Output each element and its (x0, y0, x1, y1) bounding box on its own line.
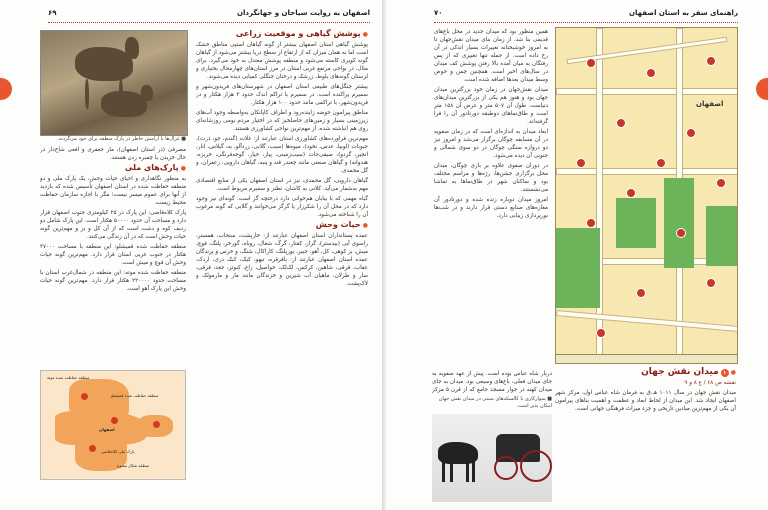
map-label: پارک ملی کلاه‌قاضی (101, 449, 135, 454)
paragraph: مناطق پیرامون حوضه زاینده‌رود و اطراف کاپانکان به‌واسطه وجود آب‌های زیرزمینی بسیار و زمین‌های حاصلخیز که در اختیار مردم بومی روزشانه‌ای روی هم انباشته شده، از مهم‌ترین نواحی کشاورزی هستند. (196, 110, 368, 132)
page-number: ۷۰ (434, 9, 443, 17)
map-pin (716, 178, 726, 188)
left-page-header (48, 8, 370, 23)
paragraph: امروز میدان دوباره زنده شده و دورتادور آن مغازه‌های صنایع دستی قرار دارند و در شب‌ها نورپردازی زیبایی دارد. (434, 197, 548, 219)
map-label: منطقه شکار ممنوع (117, 463, 150, 468)
map-pin (706, 56, 716, 66)
paragraph: مصرفی (در استان اصفهان)، مار جعفری و افعی شاخ‌دار در حال خزیدن یا چمبره زدن هستند. (40, 147, 186, 161)
map-pin (636, 288, 646, 298)
section-meta: نقشه ص ۶۸ / ع ۸ و ۹ (684, 380, 736, 386)
square-intro-column (432, 370, 552, 394)
paragraph: به منظور نگاهداری و احیای حیات وحش، یک پارک ملی و دو منطقه حفاظت شده در استان اصفهان تأسیس شده که بازدید از آنها برای عموم میسر نیست؛ مگر با اجازه سازمان حفاظت محیط زیست. (40, 176, 186, 206)
map-title: اصفهان (696, 100, 724, 108)
paragraph: مهم‌ترین فراورده‌های کشاورزی استان عبارتند از: غلات (گندم، جو، ذرت)، حبوبات (لوبیا، عدس، نخود)، میوه‌ها (سیب، گلابی، زردآلو، به، گیلاس، انار، انجیر، گردو)، صیفی‌جات (سیب‌زمینی، پیاز، خیار، گوجه‌فرنگی، خربزه، هندوانه) و گیاهان صنعتی مانند چغندر قند و پنبه، گیاهان دارویی، زعفران، و گل محمدی. (196, 136, 368, 174)
map-pin (706, 278, 716, 288)
paragraph: گیاهان دارویی، گل محمدی، نیز در استان اصفهان یکی از منابع اقتصادی مهم به‌شمار می‌آید. کلانی به کاشان، نطنز و سمیرم مربوط است. (196, 178, 368, 192)
left-page (0, 0, 383, 510)
map-pin (626, 188, 636, 198)
running-title: اصفهان به روایت سیاحان و جهانگردان (237, 9, 370, 17)
vegetation-column (196, 28, 368, 506)
map-pin (576, 158, 586, 168)
protected-areas-map (40, 370, 186, 480)
photo-caption: ■ سوارکاری با کالسکه‌های سنتی در میدان نقش جهان امکان پذیر است. (438, 396, 552, 409)
paragraph: منطقه حفاظت شده موته: این منطقه در شمال‌غرب استان با مساحت حدود ۲۲۰۰۰۰ هکتار قرار دارد. مهم‌ترین گونه حیات وحش این پارک آهو است. (40, 270, 186, 292)
parks-column (40, 146, 186, 368)
horse-carriage-photo (432, 414, 552, 502)
right-page-header (434, 8, 738, 23)
map-pin (586, 218, 596, 228)
map-label: منطقه حفاظت شده موته (47, 375, 90, 380)
paragraph: در دوران صفوی علاوه بر بازی چوگان، میدان محل برگزاری جشن‌ها، رژه‌ها و مراسم مختلف بود و ساکنان شهر در طاق‌نماها به تماشا می‌نشستند. (434, 163, 548, 193)
chapter-tab (0, 78, 12, 100)
chapter-tab (756, 78, 768, 100)
naqsh-jahan-section (555, 366, 736, 506)
section-title: ● حیات وحش (196, 221, 368, 230)
paragraph: عمده پستانداران استان اصفهان عبارتند از: خارپشت، سنجاب، همستر، راسوی آبی (بیدستر)، گراز، کفتار، گرگ، شغال، روباه، گورخر، پلنگ، قوچ، میش، بز کوهی، کل، آهو، جبیر، یوزپلنگ، کاراکال، شنگ، و خرس و پرندگان عمده استان اصفهان عبارتند از: باقرقره، تیهو، کبک، کبک دری، اردک، عقاب، قرقی، شاهین، کرکس، لک‌لک، حواصیل، زاغ، کبوتر، جغد، قرقی، سار و طرلان، ماهیان آب شیرین و خزندگان مانند مار و مارمولک و لاک‌پشت. (196, 233, 368, 287)
section-title: ● پوشش گیاهی و موقعیت زراعی (196, 30, 368, 39)
square-history-column (434, 28, 548, 408)
section-number-badge: ۱ (721, 369, 729, 377)
paragraph: دربار شاه عباس بوده است. پیش از عهد صفویه به جای میدان فعلی، باغ‌های وسیعی بود. میدان به جای میدان کهنه در جوار مسجد جامع که از قرن ۵ مرکز (432, 371, 552, 393)
paragraph: ابعاد میدان به اندازه‌ای است که در زمان صفویه در آن مسابقه چوگان برگزار می‌شد و امروز نیز دو دروازه سنگی چوگان در دو سوی شمالی و جنوبی آن دیده می‌شود. (434, 129, 548, 159)
paragraph: همین منظور بود که میدان جدید در محل باغ‌های قدیمی بنا شد. از زمان بنای میدان نقش‌جهان تا به امروز خوشبختانه تغییرات بسیار اندکی در آن رخ داده است. از جمله تنها تغییری که از پس رفتگان به میان آمده بالا رفتن پوشش کف میدان در سال‌های اخیر است. همچنین چمن و حوض وسط میدان بعدها اضافه شده است. (434, 29, 548, 83)
map-pin (686, 128, 696, 138)
paragraph: منطقه حفاظت شده قمیشلو: این منطقه با مساحت ۳۷۰۰۰ هکتار در جنوب غربی استان قرار دارد. مهم‌ترین گونه حیات وحش آن قوچ و میش است. (40, 244, 186, 266)
map-pin (586, 58, 596, 68)
paragraph: پارک کلاه‌قاضی: این پارک در ۲۵ کیلومتری جنوب اصفهان قرار دارد و مساحت آن حدود ۵۰۰۰۰ هکتار است. این پارک شامل دو ردیف کوه و دشت است که از آن کل و بز و مهم‌ترین گونه حیات وحش است که در آن زندگی می‌کنند. (40, 210, 186, 240)
map-pin (676, 228, 686, 238)
isfahan-city-map (555, 27, 738, 364)
map-pin (646, 68, 656, 78)
running-title: راهنمای سفر به استان اصفهان (629, 9, 738, 17)
section-title-text: میدان نقش جهان (641, 367, 719, 377)
gazelle-photo (40, 30, 188, 136)
paragraph: میدان نقش‌جهان در زمان خود بزرگترین میدان جهان بود و هنوز هم یکی از بزرگترین میدان‌های دنیاست. طول آن ۵۰۷ متر و عرض آن ۱۵۸ متر است و طاق‌نماهای دوطبقه دورتادور آن را فرا گرفته‌اند. (434, 87, 548, 125)
right-page (386, 0, 768, 510)
paragraph: پوشش گیاهی استان اصفهان بیشتر از گونه گیاهان استپی مناطق خشک است اما به همان میزان که از ارتفاع از سطح دریا بیشتر می‌شود از گیاهان گونه کویری کاسته می‌شود و منطقه پوشش معتدل به خود می‌گیرد. برای مثال، در نواحی مرتفع غربی استان در مرز استان‌های چهارمحال بختیاری و لرستان گونه‌های بلوط، زرشک و درختان جنگلی کمیابی دیده می‌شوند. (196, 42, 368, 80)
page-number: ۶۹ (48, 9, 57, 17)
paragraph: میدان نقش جهان در سال ۱۰۱۱ هـ.ق به فرمان شاه عباس اول، مرکز شهر اصفهان ایجاد شد. این میدان از لحاظ ابعاد و عظمت و اهمیت بناهای پیرامون آن یکی از مهم‌ترین میادین تاریخی و جزء میراث فرهنگی جهانی است. (555, 390, 736, 412)
section-title: ● پارک‌های ملی (40, 164, 186, 173)
paragraph: بیشتر جنگل‌های طبیعی استان اصفهان در شهرستان‌های فریدون‌شهر و سمیرم پراکنده است. در سمیرم با تراکم اندک حدود ۳ هزار هکتار و در فریدون‌شهر، با تراکمی مانند حدود ۱۰۰ هزار هکتار. (196, 84, 368, 106)
map-pin (656, 158, 666, 168)
map-label: منطقه حفاظت شده قمیشلو (111, 393, 159, 398)
section-title (555, 368, 736, 377)
photo-caption: ■ غزال‌ها با آرامش خاطر در پارک منطقه برای خود می‌گردند. (57, 136, 186, 142)
map-pin (596, 328, 606, 338)
map-label: اصفهان (99, 427, 115, 432)
paragraph: گیاه مهمی که با بیابان هم‌خوانی دارد درختچه گز است. گونه‌ای نیز وجود دارد که در محل آن را شکرزار یا گزگز می‌خوانند و گلابی که گونه مرغوب آن را شناخته می‌شود. (196, 196, 368, 218)
map-pin (616, 118, 626, 128)
